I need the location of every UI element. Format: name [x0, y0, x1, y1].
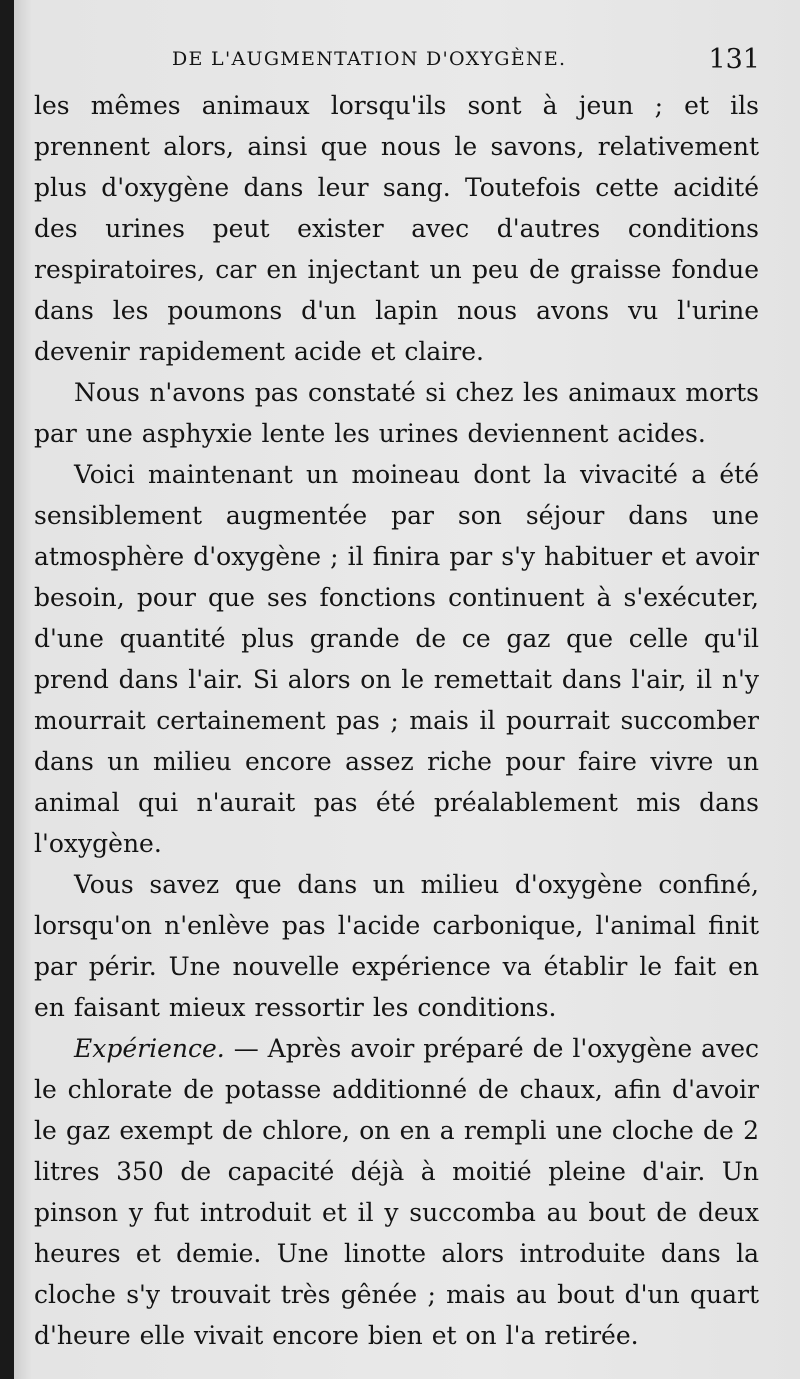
body-text	[34, 85, 759, 1356]
page-number: 131	[708, 44, 760, 75]
paragraph	[34, 1028, 759, 1356]
page-header	[14, 44, 800, 80]
paragraph: Vous savez que dans un milieu d'oxygène confiné, lorsqu'on n'enlève pas l'acide carbonique, l'animal finit par périr. Une nouvelle expérience va établir le fait en en faisant mieux ressortir les conditions.	[34, 870, 759, 1022]
running-title: DE L'AUGMENTATION D'OXYGÈNE.	[172, 48, 567, 70]
experiment-label: Expérience.	[74, 1034, 225, 1063]
experiment-text: — Après avoir préparé de l'oxygène avec le chlorate de potasse additionné de chaux, afin d'avoir le gaz exempt de chlore, on en a rempli une cloche de 2 litres 350 de capacité déjà à moitié pleine d'air. Un pinson y fut introduit et il y succomba au bout de deux heures et demie. Une linotte alors introduite dans la cloche s'y trouvait très gênée ; mais au bout d'un quart d'heure elle vivait encore bien et on l'a retirée.	[34, 1034, 759, 1350]
book-page	[14, 0, 800, 1379]
paragraph: Nous n'avons pas constaté si chez les animaux morts par une asphyxie lente les urines deviennent acides.	[34, 378, 759, 448]
paragraph: Voici maintenant un moineau dont la vivacité a été sensiblement augmentée par son séjour dans une atmosphère d'oxygène ; il finira par s'y habituer et avoir besoin, pour que ses fonctions continuent à s'exécuter, d'une quantité plus grande de ce gaz que celle qu'il prend dans l'air. Si alors on le remettait dans l'air, il n'y mourrait certainement pas ; mais il pourrait succomber dans un milieu encore assez riche pour faire vivre un animal qui n'aurait pas été préalablement mis dans l'oxygène.	[34, 460, 759, 858]
paragraph: les mêmes animaux lorsqu'ils sont à jeun ; et ils prennent alors, ainsi que nous le savons, relativement plus d'oxygène dans leur sang. Toutefois cette acidité des urines peut exister avec d'autres conditions respiratoires, car en injectant un peu de graisse fondue dans les poumons d'un lapin nous avons vu l'urine devenir rapidement acide et claire.	[34, 91, 759, 366]
